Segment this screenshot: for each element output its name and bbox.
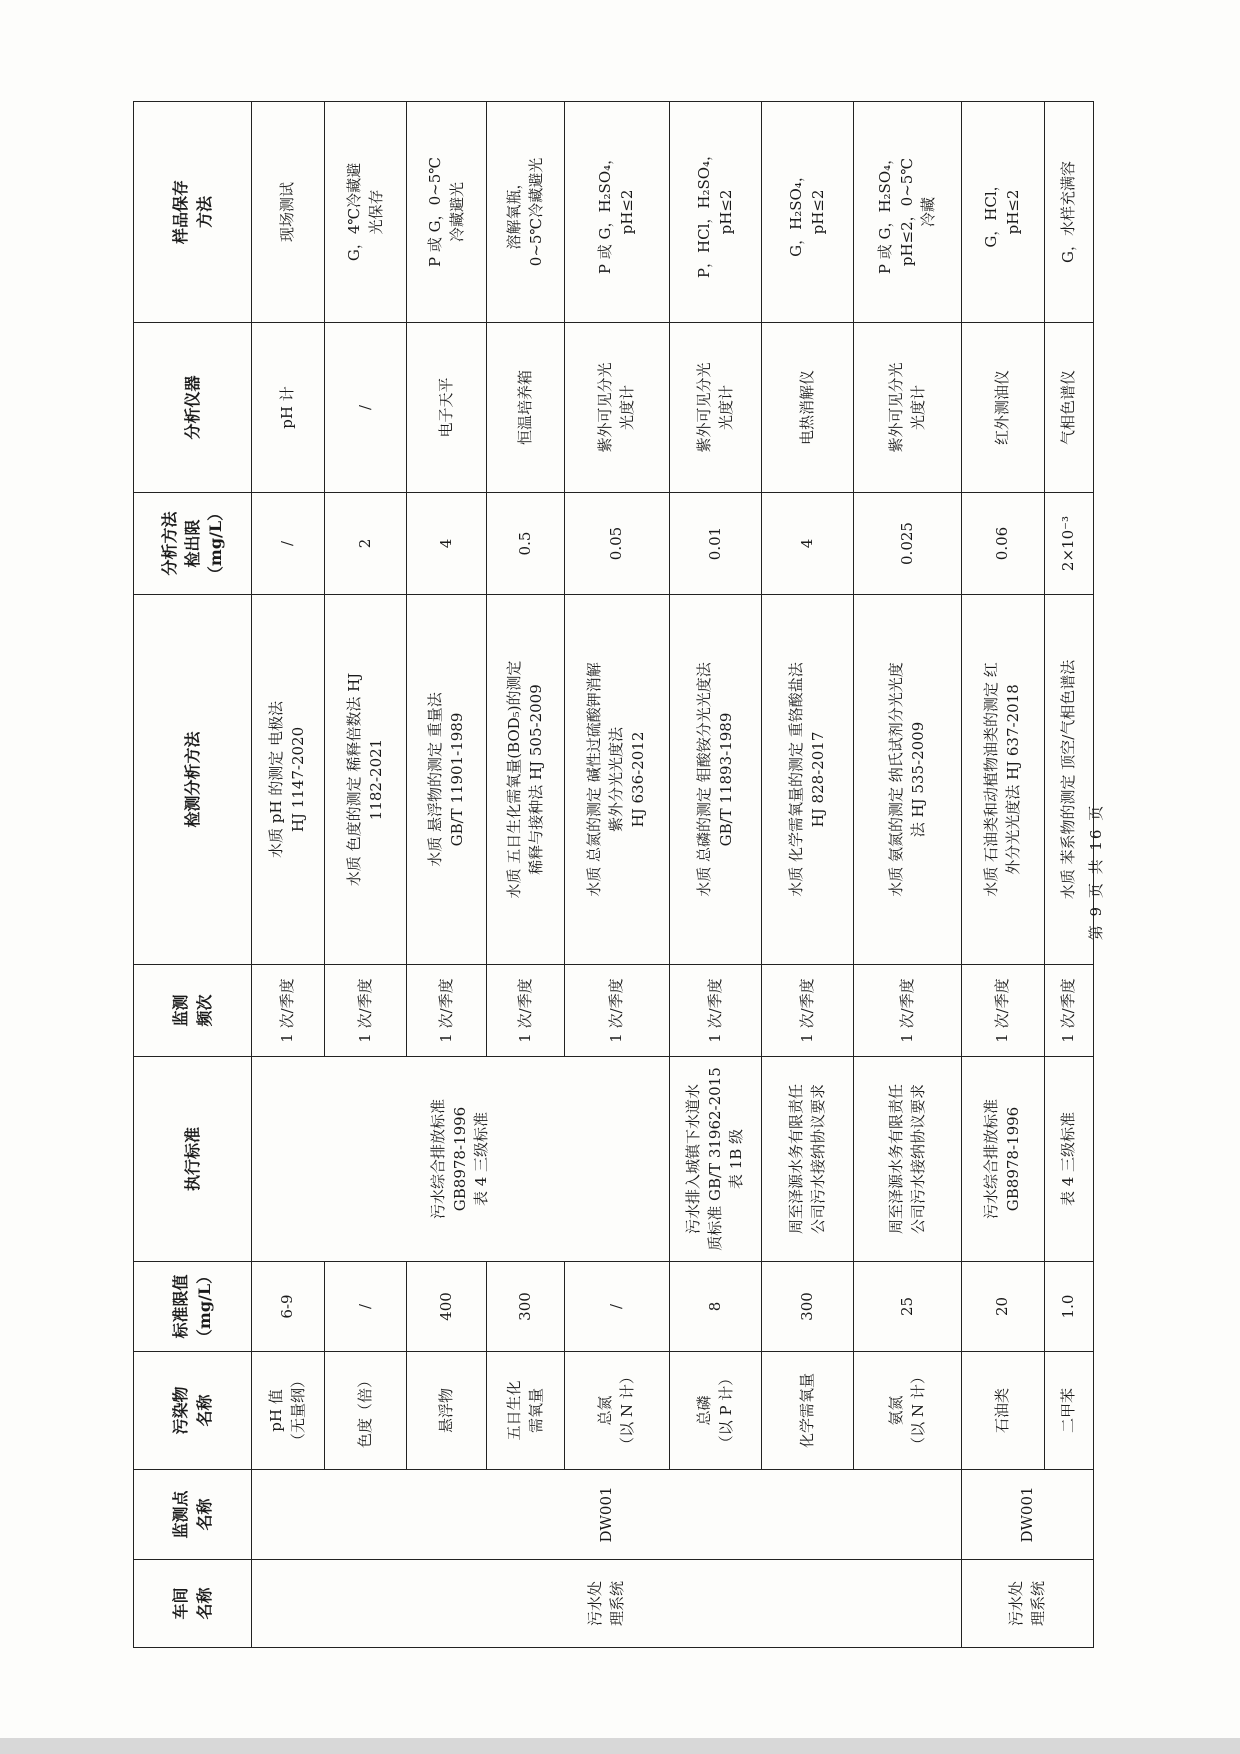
instrument-cell: / [325,323,407,493]
freq-cell: 1 次/季度 [962,965,1045,1057]
detect-cell: 0.06 [962,493,1045,595]
method-cell: 水质 化学需氧量的测定 重铬酸盐法 HJ 828-2017 [762,595,854,965]
header-method: 检测分析方法 [134,595,252,965]
header-freq: 监测 频次 [134,965,252,1057]
pollutant-cell: 总氮 （以 N 计） [565,1352,670,1470]
limit-cell: 300 [762,1262,854,1352]
detect-cell: 2 [325,493,407,595]
storage-cell: 溶解氧瓶， 0~5℃冷藏避光 [487,102,565,323]
rotated-page-content [133,102,1093,1648]
freq-cell: 1 次/季度 [252,965,325,1057]
method-cell: 水质 总氮的测定 碱性过硫酸钾消解 紫外分光光度法 HJ 636-2012 [565,595,670,965]
table-row [487,102,565,1648]
method-cell: 水质 悬浮物的测定 重量法 GB/T 11901-1989 [407,595,487,965]
table-row [252,102,325,1648]
method-cell: 水质 苯系物的测定 顶空/气相色谱法 [1045,595,1094,965]
header-limit: 标准限值 （mg/L） [134,1262,252,1352]
table-row [325,102,407,1648]
freq-cell: 1 次/季度 [762,965,854,1057]
standard-cell: 周至泽源水务有限责任 公司污水接纳协议要求 [762,1057,854,1262]
workshop-cell: 污水处 理系统 [252,1560,962,1648]
method-cell: 水质 总磷的测定 钼酸铵分光光度法 GB/T 11893-1989 [670,595,762,965]
pollutant-cell: 悬浮物 [407,1352,487,1470]
standard-cell: 污水综合排放标准 GB8978-1996 表 4 三级标准 [252,1057,670,1262]
point-cell: DW001 [252,1470,962,1560]
freq-cell: 1 次/季度 [565,965,670,1057]
header-pollutant: 污染物 名称 [134,1352,252,1470]
monitoring-table [133,101,1094,1648]
header-point: 监测点 名称 [134,1470,252,1560]
storage-cell: P 或 G，H₂SO₄， pH≤2，0~5℃ 冷藏 [854,102,962,323]
detect-cell: 0.01 [670,493,762,595]
instrument-cell: 紫外可见分光 光度计 [670,323,762,493]
detect-cell: 0.025 [854,493,962,595]
storage-cell: G，HCl， pH≤2 [962,102,1045,323]
workshop-cell: 污水处 理系统 [962,1560,1094,1648]
pollutant-cell: pH 值 （无量纲） [252,1352,325,1470]
instrument-cell: 紫外可见分光 光度计 [854,323,962,493]
storage-cell: 现场测试 [252,102,325,323]
table-row [565,102,670,1648]
header-row [134,102,252,1648]
limit-cell: 300 [487,1262,565,1352]
header-detect: 分析方法 检出限 （mg/L） [134,493,252,595]
detect-cell: 2×10⁻³ [1045,493,1094,595]
table-row [407,102,487,1648]
limit-cell: / [325,1262,407,1352]
pollutant-cell: 总磷 （以 P 计） [670,1352,762,1470]
pollutant-cell: 色度（倍） [325,1352,407,1470]
instrument-cell: 气相色谱仪 [1045,323,1094,493]
header-storage: 样品保存 方法 [134,102,252,323]
limit-cell: 1.0 [1045,1262,1094,1352]
freq-cell: 1 次/季度 [670,965,762,1057]
storage-cell: G，4℃冷藏避 光保存 [325,102,407,323]
instrument-cell: 紫外可见分光 光度计 [565,323,670,493]
detect-cell: 0.05 [565,493,670,595]
instrument-cell: 电热消解仪 [762,323,854,493]
storage-cell: P 或 G，0~5℃ 冷藏避光 [407,102,487,323]
header-instrument: 分析仪器 [134,323,252,493]
pollutant-cell: 二甲苯 [1045,1352,1094,1470]
header-standard: 执行标准 [134,1057,252,1262]
detect-cell: 4 [762,493,854,595]
standard-cell: 表 4 三级标准 [1045,1057,1094,1262]
table-row [762,102,854,1648]
method-cell: 水质 石油类和动植物油类的测定 红 外分光光度法 HJ 637-2018 [962,595,1045,965]
table-row [962,102,1045,1648]
limit-cell: 400 [407,1262,487,1352]
freq-cell: 1 次/季度 [854,965,962,1057]
instrument-cell: pH 计 [252,323,325,493]
table-row [854,102,962,1648]
limit-cell: / [565,1262,670,1352]
standard-cell: 周至泽源水务有限责任 公司污水接纳协议要求 [854,1057,962,1262]
pollutant-cell: 五日生化 需氧量 [487,1352,565,1470]
point-cell: DW001 [962,1470,1094,1560]
limit-cell: 8 [670,1262,762,1352]
method-cell: 水质 色度的测定 稀释倍数法 HJ 1182-2021 [325,595,407,965]
limit-cell: 20 [962,1262,1045,1352]
table-row [670,102,762,1648]
limit-cell: 6-9 [252,1262,325,1352]
pollutant-cell: 氨氮 （以 N 计） [854,1352,962,1470]
limit-cell: 25 [854,1262,962,1352]
method-cell: 水质 氨氮的测定 纳氏试剂分光光度 法 HJ 535-2009 [854,595,962,965]
method-cell: 水质 pH 的测定 电极法 HJ 1147-2020 [252,595,325,965]
storage-cell: P，HCl，H₂SO₄， pH≤2 [670,102,762,323]
page-footer: 第 9 页 共 16 页 [1087,803,1105,941]
pollutant-cell: 化学需氧量 [762,1352,854,1470]
freq-cell: 1 次/季度 [407,965,487,1057]
standard-cell: 污水综合排放标准 GB8978-1996 [962,1057,1045,1262]
method-cell: 水质 五日生化需氧量(BOD₅)的测定 稀释与接种法 HJ 505-2009 [487,595,565,965]
detect-cell: / [252,493,325,595]
detect-cell: 4 [407,493,487,595]
freq-cell: 1 次/季度 [325,965,407,1057]
storage-cell: G，H₂SO₄， pH≤2 [762,102,854,323]
instrument-cell: 电子天平 [407,323,487,493]
instrument-cell: 恒温培养箱 [487,323,565,493]
freq-cell: 1 次/季度 [487,965,565,1057]
standard-cell: 污水排入城镇下水道水 质标准 GB/T 31962-2015 表 1B 级 [670,1057,762,1262]
header-workshop: 车间 名称 [134,1560,252,1648]
instrument-cell: 红外测油仪 [962,323,1045,493]
storage-cell: G，水样充满容 [1045,102,1094,323]
scan-edge [0,1738,1240,1754]
detect-cell: 0.5 [487,493,565,595]
pollutant-cell: 石油类 [962,1352,1045,1470]
storage-cell: P 或 G，H₂SO₄， pH≤2 [565,102,670,323]
freq-cell: 1 次/季度 [1045,965,1094,1057]
